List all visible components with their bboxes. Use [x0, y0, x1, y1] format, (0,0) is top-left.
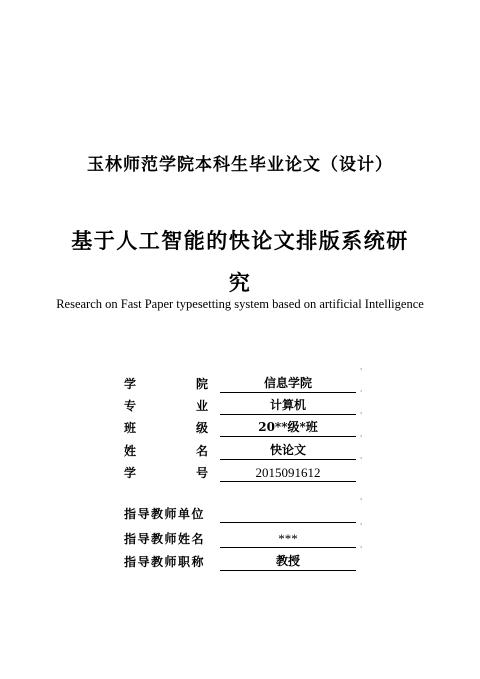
thesis-title — [60, 220, 420, 304]
info-value-advisor-unit — [220, 505, 356, 523]
info-label-advisor-name: 指导教师姓名 — [124, 532, 206, 546]
paragraph-mark: ' — [360, 456, 363, 465]
paragraph-mark: ' — [360, 545, 363, 554]
info-value-advisor-title: 教授 — [220, 553, 356, 571]
paragraph-mark: ' — [360, 367, 363, 376]
info-value-class: 20**级*班 — [220, 419, 356, 437]
info-label-advisor-title: 指导教师职称 — [124, 555, 206, 569]
paragraph-mark: ' — [360, 434, 363, 443]
paragraph-mark: ' — [360, 389, 363, 398]
info-value-college: 信息学院 — [220, 375, 356, 393]
info-label-name: 姓 名 — [124, 444, 208, 458]
paragraph-mark: ' — [360, 497, 363, 506]
info-value-major: 计算机 — [220, 397, 356, 415]
english-title: Research on Fast Paper typesetting system based on artificial Intelligence — [56, 297, 424, 311]
info-label-class: 班 级 — [124, 421, 208, 435]
paragraph-mark: ' — [360, 411, 363, 420]
paragraph-mark: ' — [360, 522, 363, 531]
info-value-student-id: 2015091612 — [220, 464, 356, 482]
info-value-name: 快论文 — [220, 442, 356, 460]
thesis-title-line-2: 究 — [228, 270, 252, 295]
info-value-advisor-name: *** — [220, 530, 356, 548]
info-label-major: 专 业 — [124, 399, 208, 413]
thesis-title-line-1: 基于人工智能的快论文排版系统研 — [71, 228, 409, 253]
info-label-student-id: 学 号 — [124, 466, 208, 480]
university-title: 玉林师范学院本科生毕业论文（设计） — [87, 155, 393, 175]
info-label-college: 学 院 — [124, 377, 208, 391]
info-label-advisor-unit: 指导教师单位 — [124, 507, 206, 521]
